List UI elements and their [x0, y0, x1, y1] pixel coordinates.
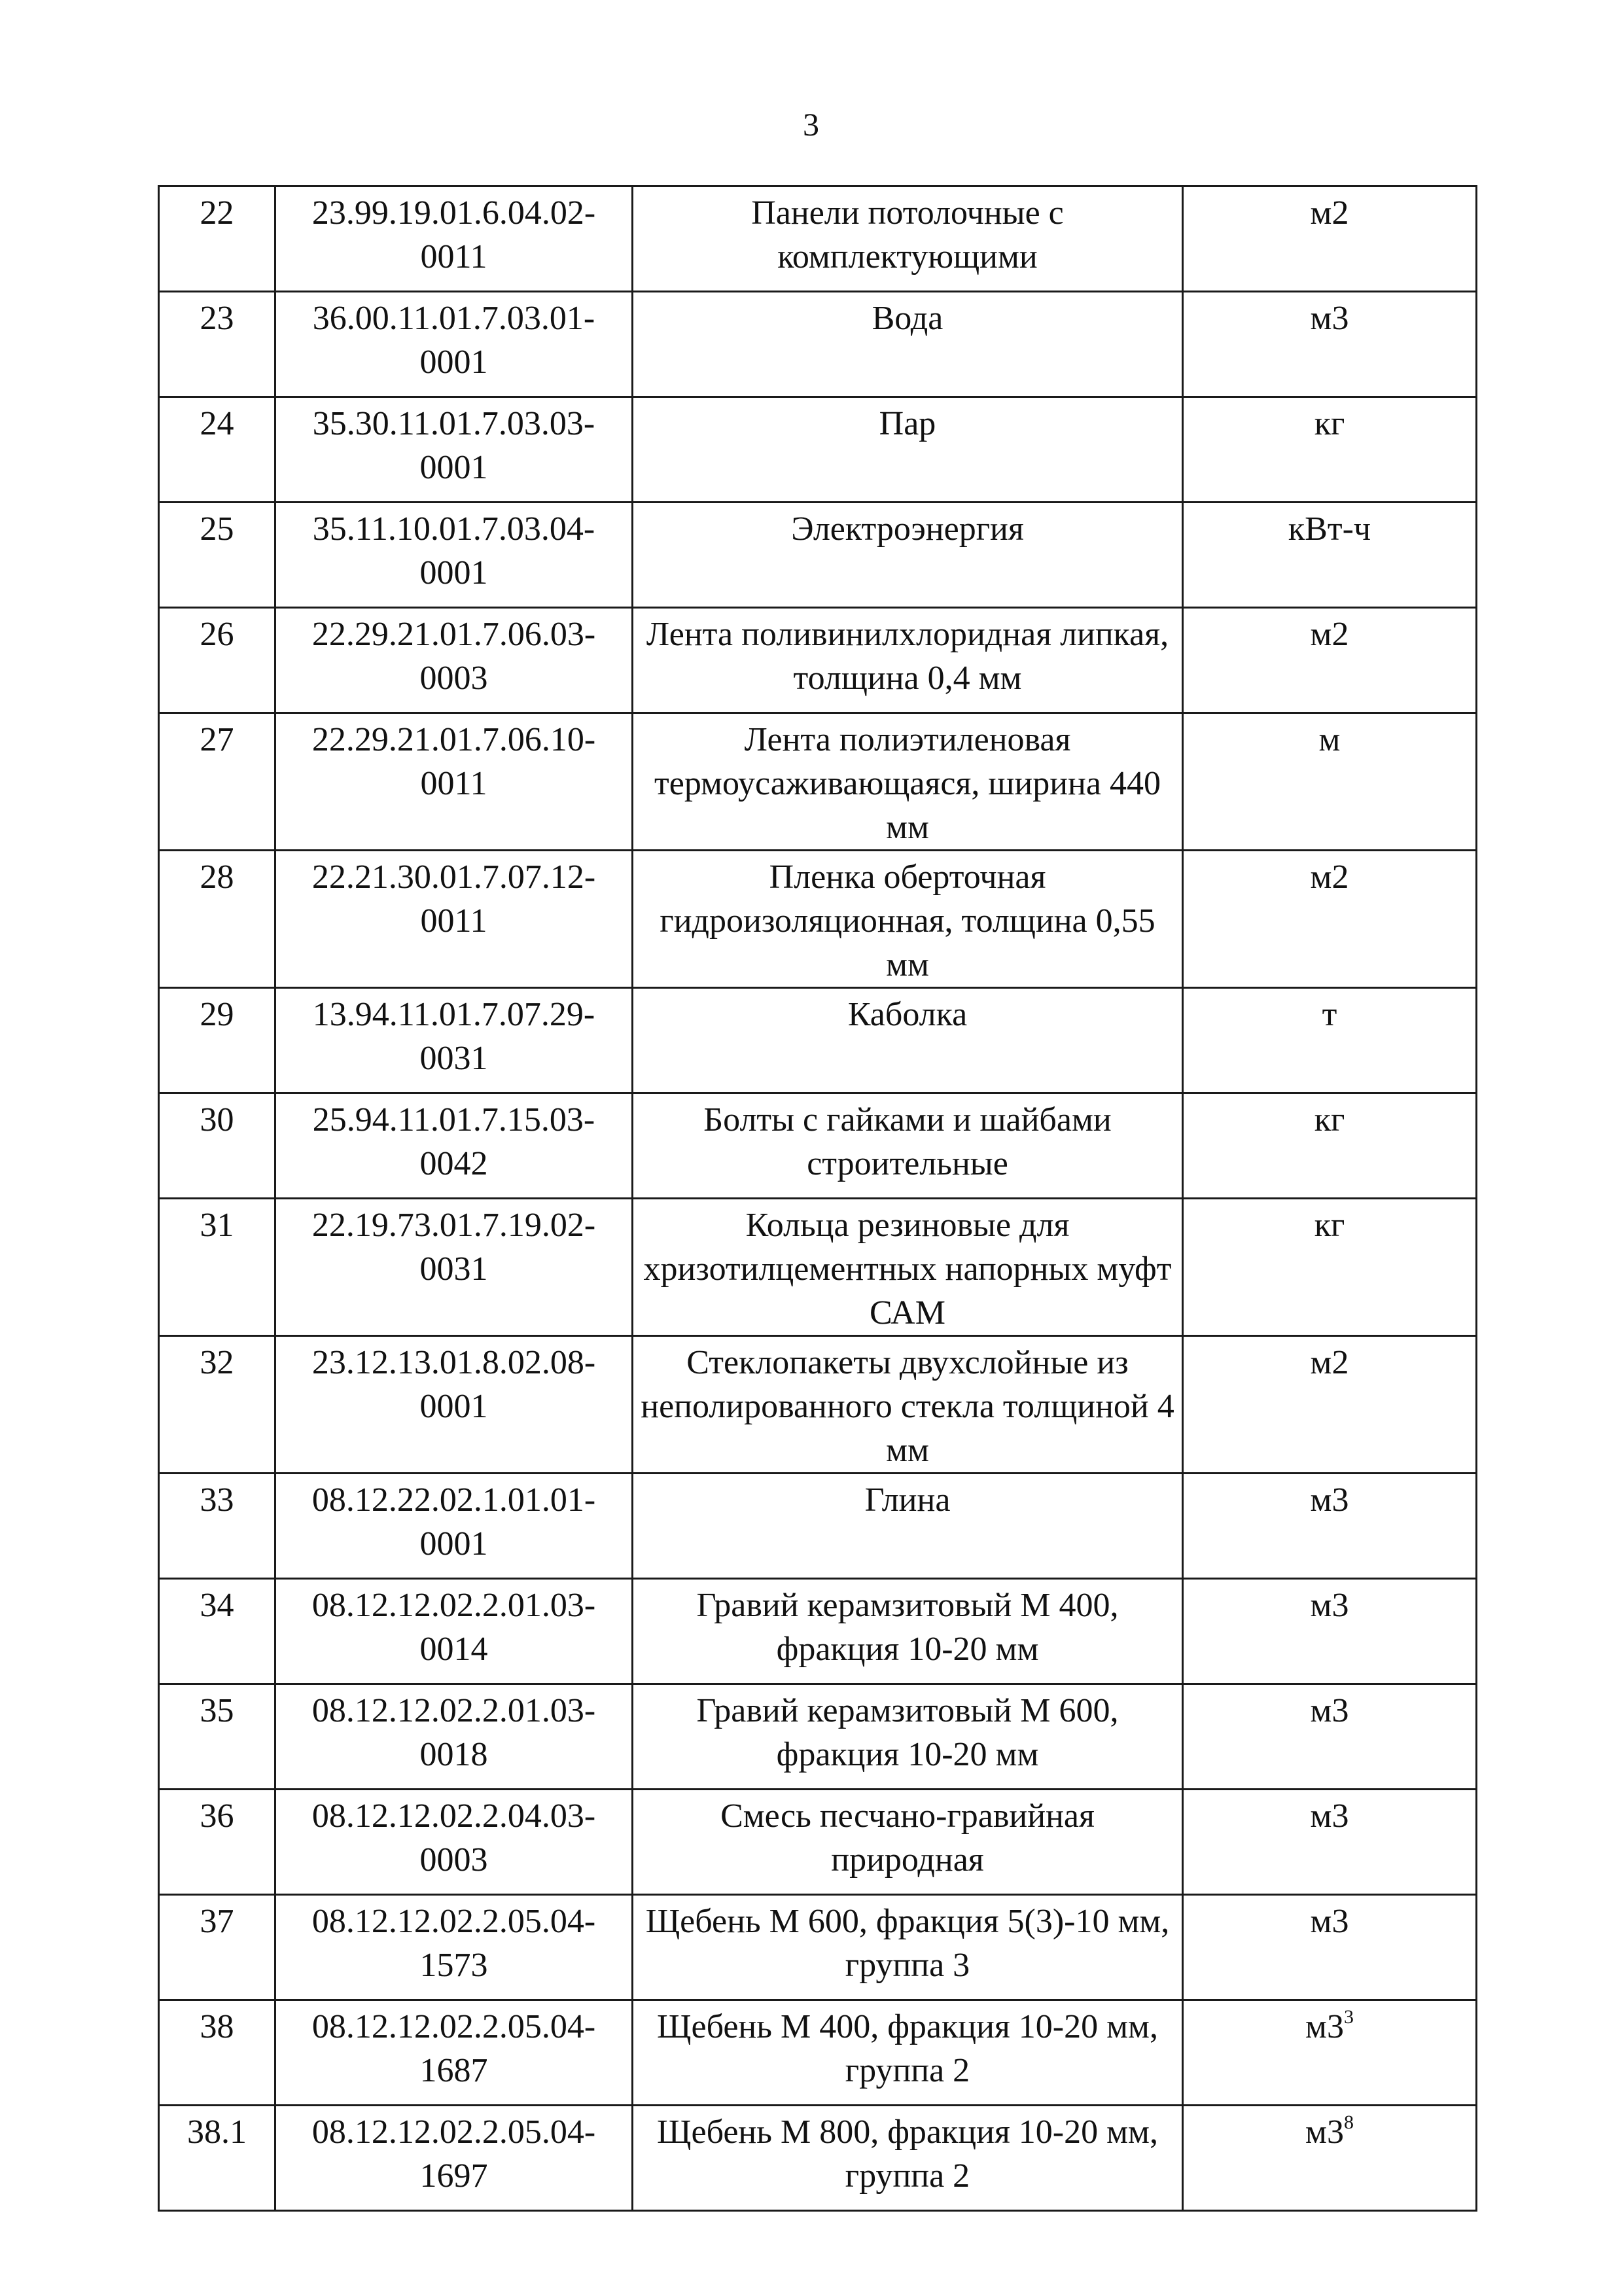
resource-code-line-2: 0003: [419, 660, 488, 697]
unit-cell: [1183, 851, 1477, 988]
table-row: [159, 1895, 1477, 2000]
unit-text: м: [1318, 721, 1341, 758]
row-number-cell: 36: [159, 1790, 275, 1895]
resource-code-line-2: 1573: [419, 1947, 488, 1984]
row-number-cell: 38.1: [159, 2106, 275, 2211]
table-row: [159, 186, 1477, 292]
table-row: [159, 1336, 1477, 1474]
row-number-cell: 37: [159, 1895, 275, 2000]
unit-cell: [1183, 1093, 1477, 1199]
resource-code-cell: [275, 2000, 633, 2106]
resource-code-line-1: 08.12.12.02.2.01.03-: [311, 1692, 596, 1729]
table-row: [159, 1790, 1477, 1895]
row-number-cell: 23: [159, 292, 275, 397]
resource-code-line-2: 1697: [419, 2157, 488, 2195]
resource-name-cell: Каболка: [633, 988, 1183, 1093]
resource-code-line-2: 0014: [419, 1631, 488, 1668]
row-number-cell: 38: [159, 2000, 275, 2106]
resource-code-line-2: 0011: [420, 238, 487, 275]
table-row: [159, 713, 1477, 851]
unit-text: м2: [1310, 616, 1349, 653]
unit-cell: [1183, 988, 1477, 1093]
row-number-cell: 27: [159, 713, 275, 851]
table-row: [159, 1093, 1477, 1199]
resource-name-cell: Панели потолочные с комплектующими: [633, 186, 1183, 292]
resource-code-line-1: 08.12.12.02.2.01.03-: [311, 1587, 596, 1624]
unit-text: кг: [1314, 405, 1345, 442]
row-number-cell: 24: [159, 397, 275, 503]
resource-code-cell: [275, 503, 633, 608]
resource-code-line-2: 0001: [419, 1388, 488, 1425]
resource-code-line-1: 08.12.12.02.2.05.04-: [311, 1903, 596, 1940]
resource-code-line-1: 25.94.11.01.7.15.03-: [312, 1101, 595, 1139]
resource-code-line-2: 1687: [419, 2052, 488, 2089]
resource-name-cell: Гравий керамзитовый М 600, фракция 10-20 мм: [633, 1684, 1183, 1790]
page-number: 3: [803, 106, 819, 143]
table-row: [159, 397, 1477, 503]
unit-text: м2: [1310, 858, 1349, 896]
table-row: [159, 2106, 1477, 2211]
resource-code-line-2: 0001: [419, 1525, 488, 1563]
resource-code-line-2: 0001: [419, 554, 488, 592]
unit-text: м2: [1310, 1344, 1349, 1381]
unit-text: м3: [1305, 2008, 1344, 2045]
row-number-cell: 30: [159, 1093, 275, 1199]
unit-cell: [1183, 2000, 1477, 2106]
table-row: [159, 1684, 1477, 1790]
table-row: [159, 608, 1477, 713]
table-row: [159, 503, 1477, 608]
resources-table: [158, 185, 1477, 2212]
unit-text: кг: [1314, 1207, 1345, 1244]
resource-name-cell: Пар: [633, 397, 1183, 503]
resource-name-cell: Вода: [633, 292, 1183, 397]
resource-code-line-2: 0003: [419, 1841, 488, 1879]
row-number-cell: 26: [159, 608, 275, 713]
resource-code-line-1: 22.19.73.01.7.19.02-: [311, 1207, 596, 1244]
resource-name-cell: Лента поливинилхлоридная липкая, толщина 0,4 мм: [633, 608, 1183, 713]
resource-code-line-1: 23.12.13.01.8.02.08-: [311, 1344, 596, 1381]
resource-code-line-1: 13.94.11.01.7.07.29-: [312, 996, 595, 1033]
resource-name-cell: Кольца резиновые для хризотилцементных напорных муфт САМ: [633, 1199, 1183, 1336]
footnote-marker: 8: [1343, 2111, 1354, 2133]
unit-text: м3: [1305, 2113, 1344, 2151]
resource-code-cell: [275, 1336, 633, 1474]
resource-code-line-1: 08.12.12.02.2.05.04-: [311, 2113, 596, 2151]
resource-code-line-1: 35.30.11.01.7.03.03-: [312, 405, 595, 442]
resource-code-cell: [275, 1474, 633, 1579]
resource-name-cell: Смесь песчано-гравийная природная: [633, 1790, 1183, 1895]
resource-name-cell: Глина: [633, 1474, 1183, 1579]
row-number-cell: 35: [159, 1684, 275, 1790]
row-number-cell: 31: [159, 1199, 275, 1336]
unit-cell: [1183, 292, 1477, 397]
unit-text: м3: [1310, 1692, 1349, 1729]
resource-code-cell: [275, 2106, 633, 2211]
table-row: [159, 851, 1477, 988]
unit-text: т: [1322, 996, 1337, 1033]
table-row: [159, 1474, 1477, 1579]
unit-text: м3: [1310, 1481, 1349, 1519]
resource-name-cell: Стеклопакеты двухслойные из неполированного стекла толщиной 4 мм: [633, 1336, 1183, 1474]
resource-code-line-2: 0011: [420, 765, 487, 802]
resource-code-cell: [275, 397, 633, 503]
resource-code-line-1: 22.29.21.01.7.06.10-: [311, 721, 596, 758]
resource-code-line-1: 22.21.30.01.7.07.12-: [311, 858, 596, 896]
resource-code-line-1: 08.12.22.02.1.01.01-: [311, 1481, 596, 1519]
resource-code-line-1: 23.99.19.01.6.04.02-: [311, 194, 596, 232]
unit-cell: [1183, 1474, 1477, 1579]
unit-cell: [1183, 1895, 1477, 2000]
table-row: [159, 1579, 1477, 1684]
row-number-cell: 25: [159, 503, 275, 608]
unit-text: кВт-ч: [1288, 510, 1371, 548]
resource-name-cell: Лента полиэтиленовая термоусаживающаяся, ширина 440 мм: [633, 713, 1183, 851]
resource-code-cell: [275, 713, 633, 851]
resource-name-cell: Щебень М 800, фракция 10-20 мм, группа 2: [633, 2106, 1183, 2211]
resource-code-line-2: 0042: [419, 1145, 488, 1182]
table-row: [159, 988, 1477, 1093]
unit-text: м3: [1310, 300, 1349, 337]
resource-code-line-1: 08.12.12.02.2.04.03-: [311, 1797, 596, 1835]
row-number-cell: 29: [159, 988, 275, 1093]
resource-code-cell: [275, 1790, 633, 1895]
resource-code-cell: [275, 186, 633, 292]
unit-cell: [1183, 397, 1477, 503]
resource-code-line-1: 22.29.21.01.7.06.03-: [311, 616, 596, 653]
resource-code-line-2: 0001: [419, 344, 488, 381]
resource-code-cell: [275, 1093, 633, 1199]
resource-code-line-1: 36.00.11.01.7.03.01-: [312, 300, 595, 337]
unit-text: м3: [1310, 1797, 1349, 1835]
resource-code-cell: [275, 1199, 633, 1336]
row-number-cell: 22: [159, 186, 275, 292]
resource-name-cell: Щебень М 600, фракция 5(3)-10 мм, группа 3: [633, 1895, 1183, 2000]
resources-table-body: [159, 186, 1477, 2211]
resource-code-cell: [275, 292, 633, 397]
resource-name-cell: Гравий керамзитовый М 400, фракция 10-20 мм: [633, 1579, 1183, 1684]
row-number-cell: 34: [159, 1579, 275, 1684]
unit-text: м3: [1310, 1903, 1349, 1940]
unit-cell: [1183, 503, 1477, 608]
footnote-marker: 3: [1343, 2006, 1354, 2028]
resource-code-line-2: 0011: [420, 902, 487, 940]
resource-code-cell: [275, 851, 633, 988]
resource-code-cell: [275, 1684, 633, 1790]
unit-text: м2: [1310, 194, 1349, 232]
unit-text: кг: [1314, 1101, 1345, 1139]
unit-cell: [1183, 1199, 1477, 1336]
resource-code-line-2: 0031: [419, 1040, 488, 1077]
row-number-cell: 28: [159, 851, 275, 988]
row-number-cell: 33: [159, 1474, 275, 1579]
unit-cell: [1183, 1790, 1477, 1895]
resource-name-cell: Болты с гайками и шайбами строительные: [633, 1093, 1183, 1199]
resource-name-cell: Щебень М 400, фракция 10-20 мм, группа 2: [633, 2000, 1183, 2106]
resource-code-line-1: 35.11.10.01.7.03.04-: [312, 510, 595, 548]
table-row: [159, 1199, 1477, 1336]
unit-cell: [1183, 1684, 1477, 1790]
resource-name-cell: Электроэнергия: [633, 503, 1183, 608]
unit-cell: [1183, 1579, 1477, 1684]
resource-code-cell: [275, 1895, 633, 2000]
resource-code-cell: [275, 1579, 633, 1684]
row-number-cell: 32: [159, 1336, 275, 1474]
resource-code-cell: [275, 608, 633, 713]
unit-cell: [1183, 186, 1477, 292]
unit-cell: [1183, 608, 1477, 713]
unit-cell: [1183, 713, 1477, 851]
resource-name-cell: Пленка оберточная гидроизоляционная, толщина 0,55 мм: [633, 851, 1183, 988]
unit-cell: [1183, 2106, 1477, 2211]
table-row: [159, 2000, 1477, 2106]
resource-code-cell: [275, 988, 633, 1093]
resource-code-line-2: 0031: [419, 1250, 488, 1288]
unit-cell: [1183, 1336, 1477, 1474]
resource-code-line-2: 0018: [419, 1736, 488, 1773]
unit-text: м3: [1310, 1587, 1349, 1624]
resource-code-line-1: 08.12.12.02.2.05.04-: [311, 2008, 596, 2045]
resource-code-line-2: 0001: [419, 449, 488, 486]
table-row: [159, 292, 1477, 397]
